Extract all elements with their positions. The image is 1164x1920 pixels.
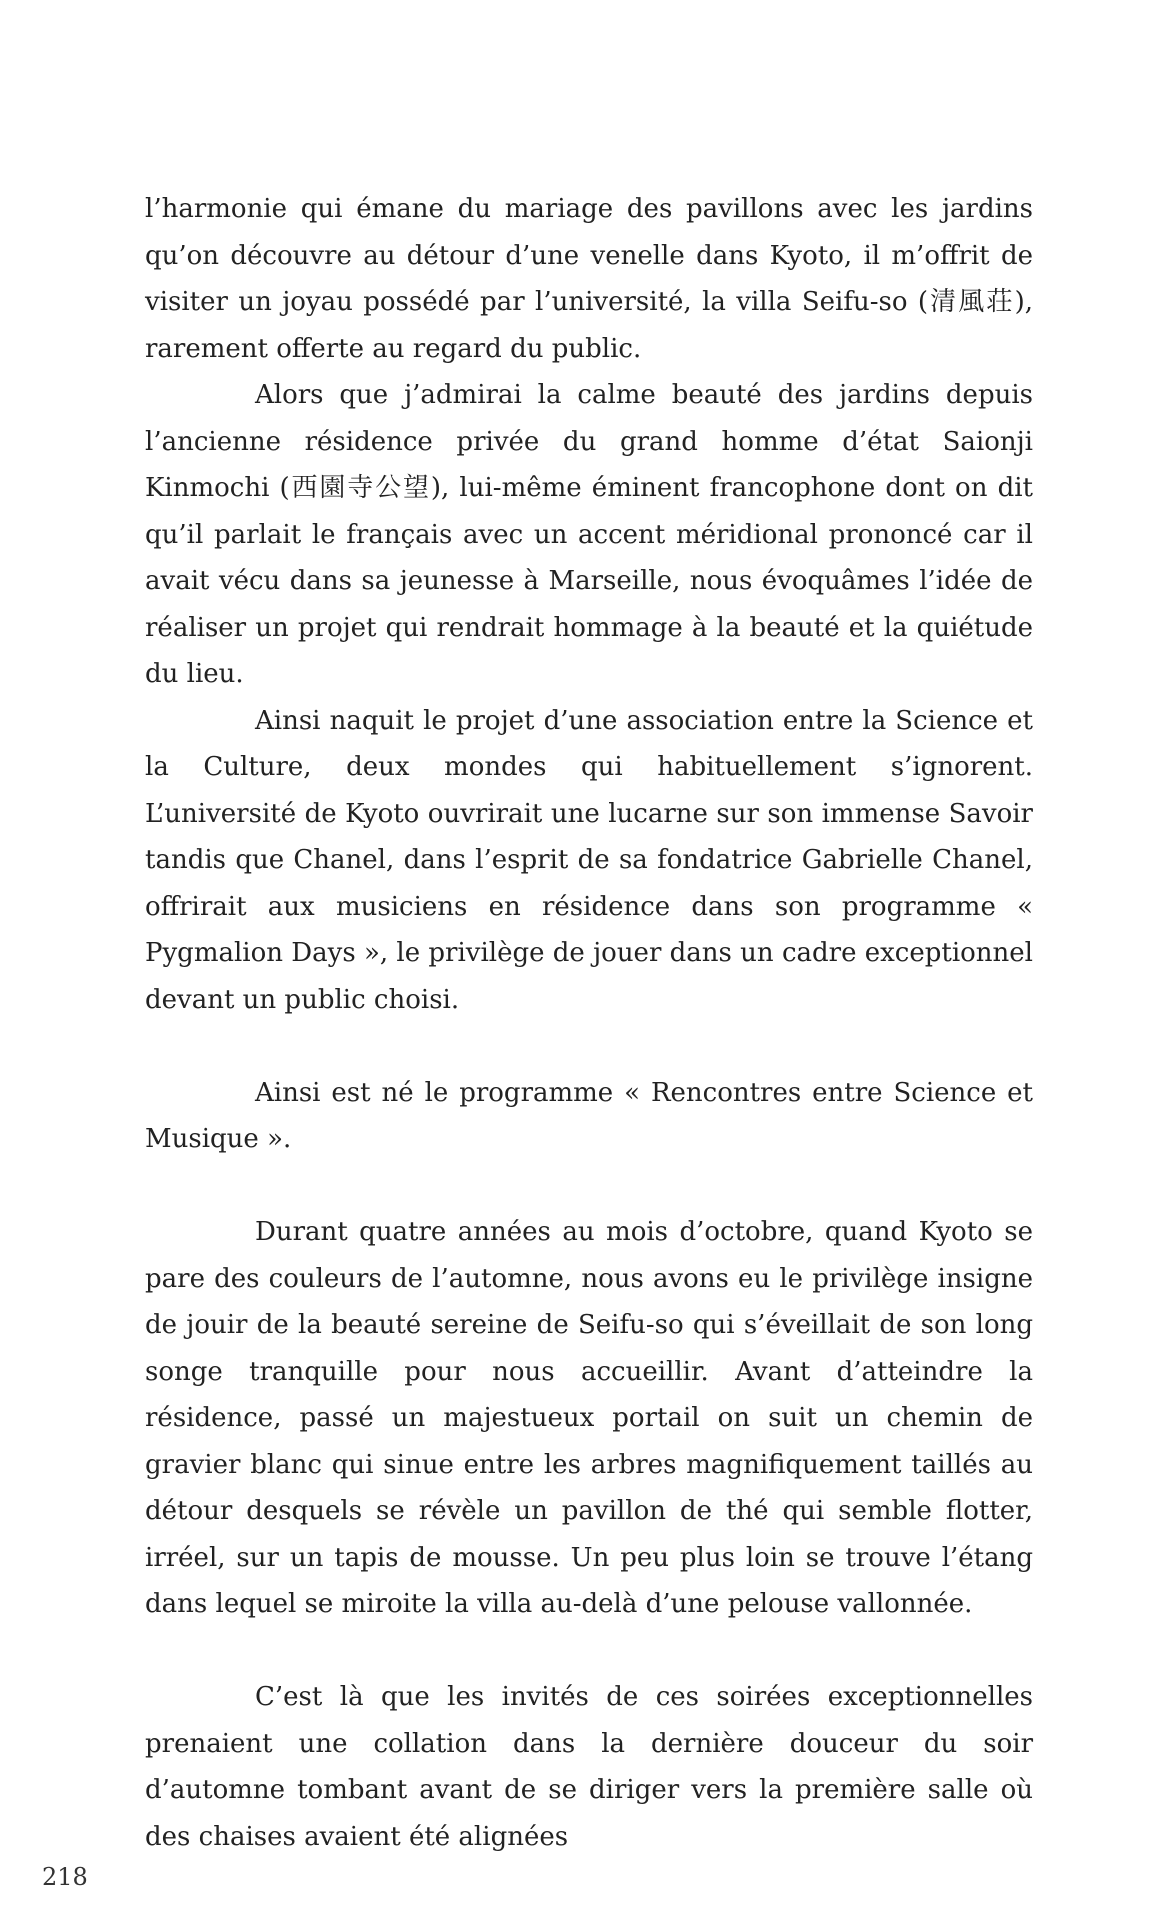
paragraph-4: Ainsi est né le programme « Rencontres entre Science et Musique ». <box>145 1077 1033 1154</box>
paragraph-1: l’harmonie qui émane du mariage des pavillons avec les jardins qu’on découvre au détour d’une venelle dans Kyoto, il m’offrit de visiter un joyau possédé par l’université, la villa Seifu-so (清風荘), rarement offerte au regard du public. <box>145 194 1033 364</box>
paragraph-3: Ainsi naquit le projet d’une association entre la Science et la Culture, deux mondes qui habituellement s’ignorent. L’université de Kyoto ouvrirait une lucarne sur son immense Savoir tandis que Chanel, dans l’esprit de sa fondatrice Gabrielle Chanel, offrirait aux musiciens en résidence dans son programme « Pygmalion Days », le privilège de jouer dans un cadre exceptionnel devant un public choisi. <box>145 705 1033 1015</box>
paragraph-5: Durant quatre années au mois d’octobre, quand Kyoto se pare des couleurs de l’automne, nous avons eu le privilège insigne de jouir de la beauté sereine de Seifu-so qui s’éveillait de son long songe tranquille pour nous accueillir. Avant d’atteindre la résidence, passé un majestueux portail on suit un chemin de gravier blanc qui sinue entre les arbres magnifiquement taillés au détour desquels se révèle un pavillon de thé qui semble flotter, irréel, sur un tapis de mousse. Un peu plus loin se trouve l’étang dans lequel se miroite la villa au-delà d’une pelouse vallonnée. <box>145 1217 1033 1619</box>
paragraph-2: Alors que j’admirai la calme beauté des jardins depuis l’ancienne résidence privée du grand homme d’état Saionji Kinmochi (西園寺公望), lui-même éminent francophone dont on dit qu’il parlait le français avec un accent méridional prononcé car il avait vécu dans sa jeunesse à Marseille, nous évoquâmes l’idée de réaliser un projet qui rendrait hommage à la beauté et la quiétude du lieu. <box>145 380 1033 689</box>
paragraph-6: C’est là que les invités de ces soirées exceptionnelles prenaient une collation dans la dernière douceur du soir d’automne tombant avant de se diriger vers la première salle où des chaises avaient été alignées <box>145 1682 1033 1852</box>
body-text <box>145 186 1033 1860</box>
page-number: 218 <box>42 1863 88 1891</box>
